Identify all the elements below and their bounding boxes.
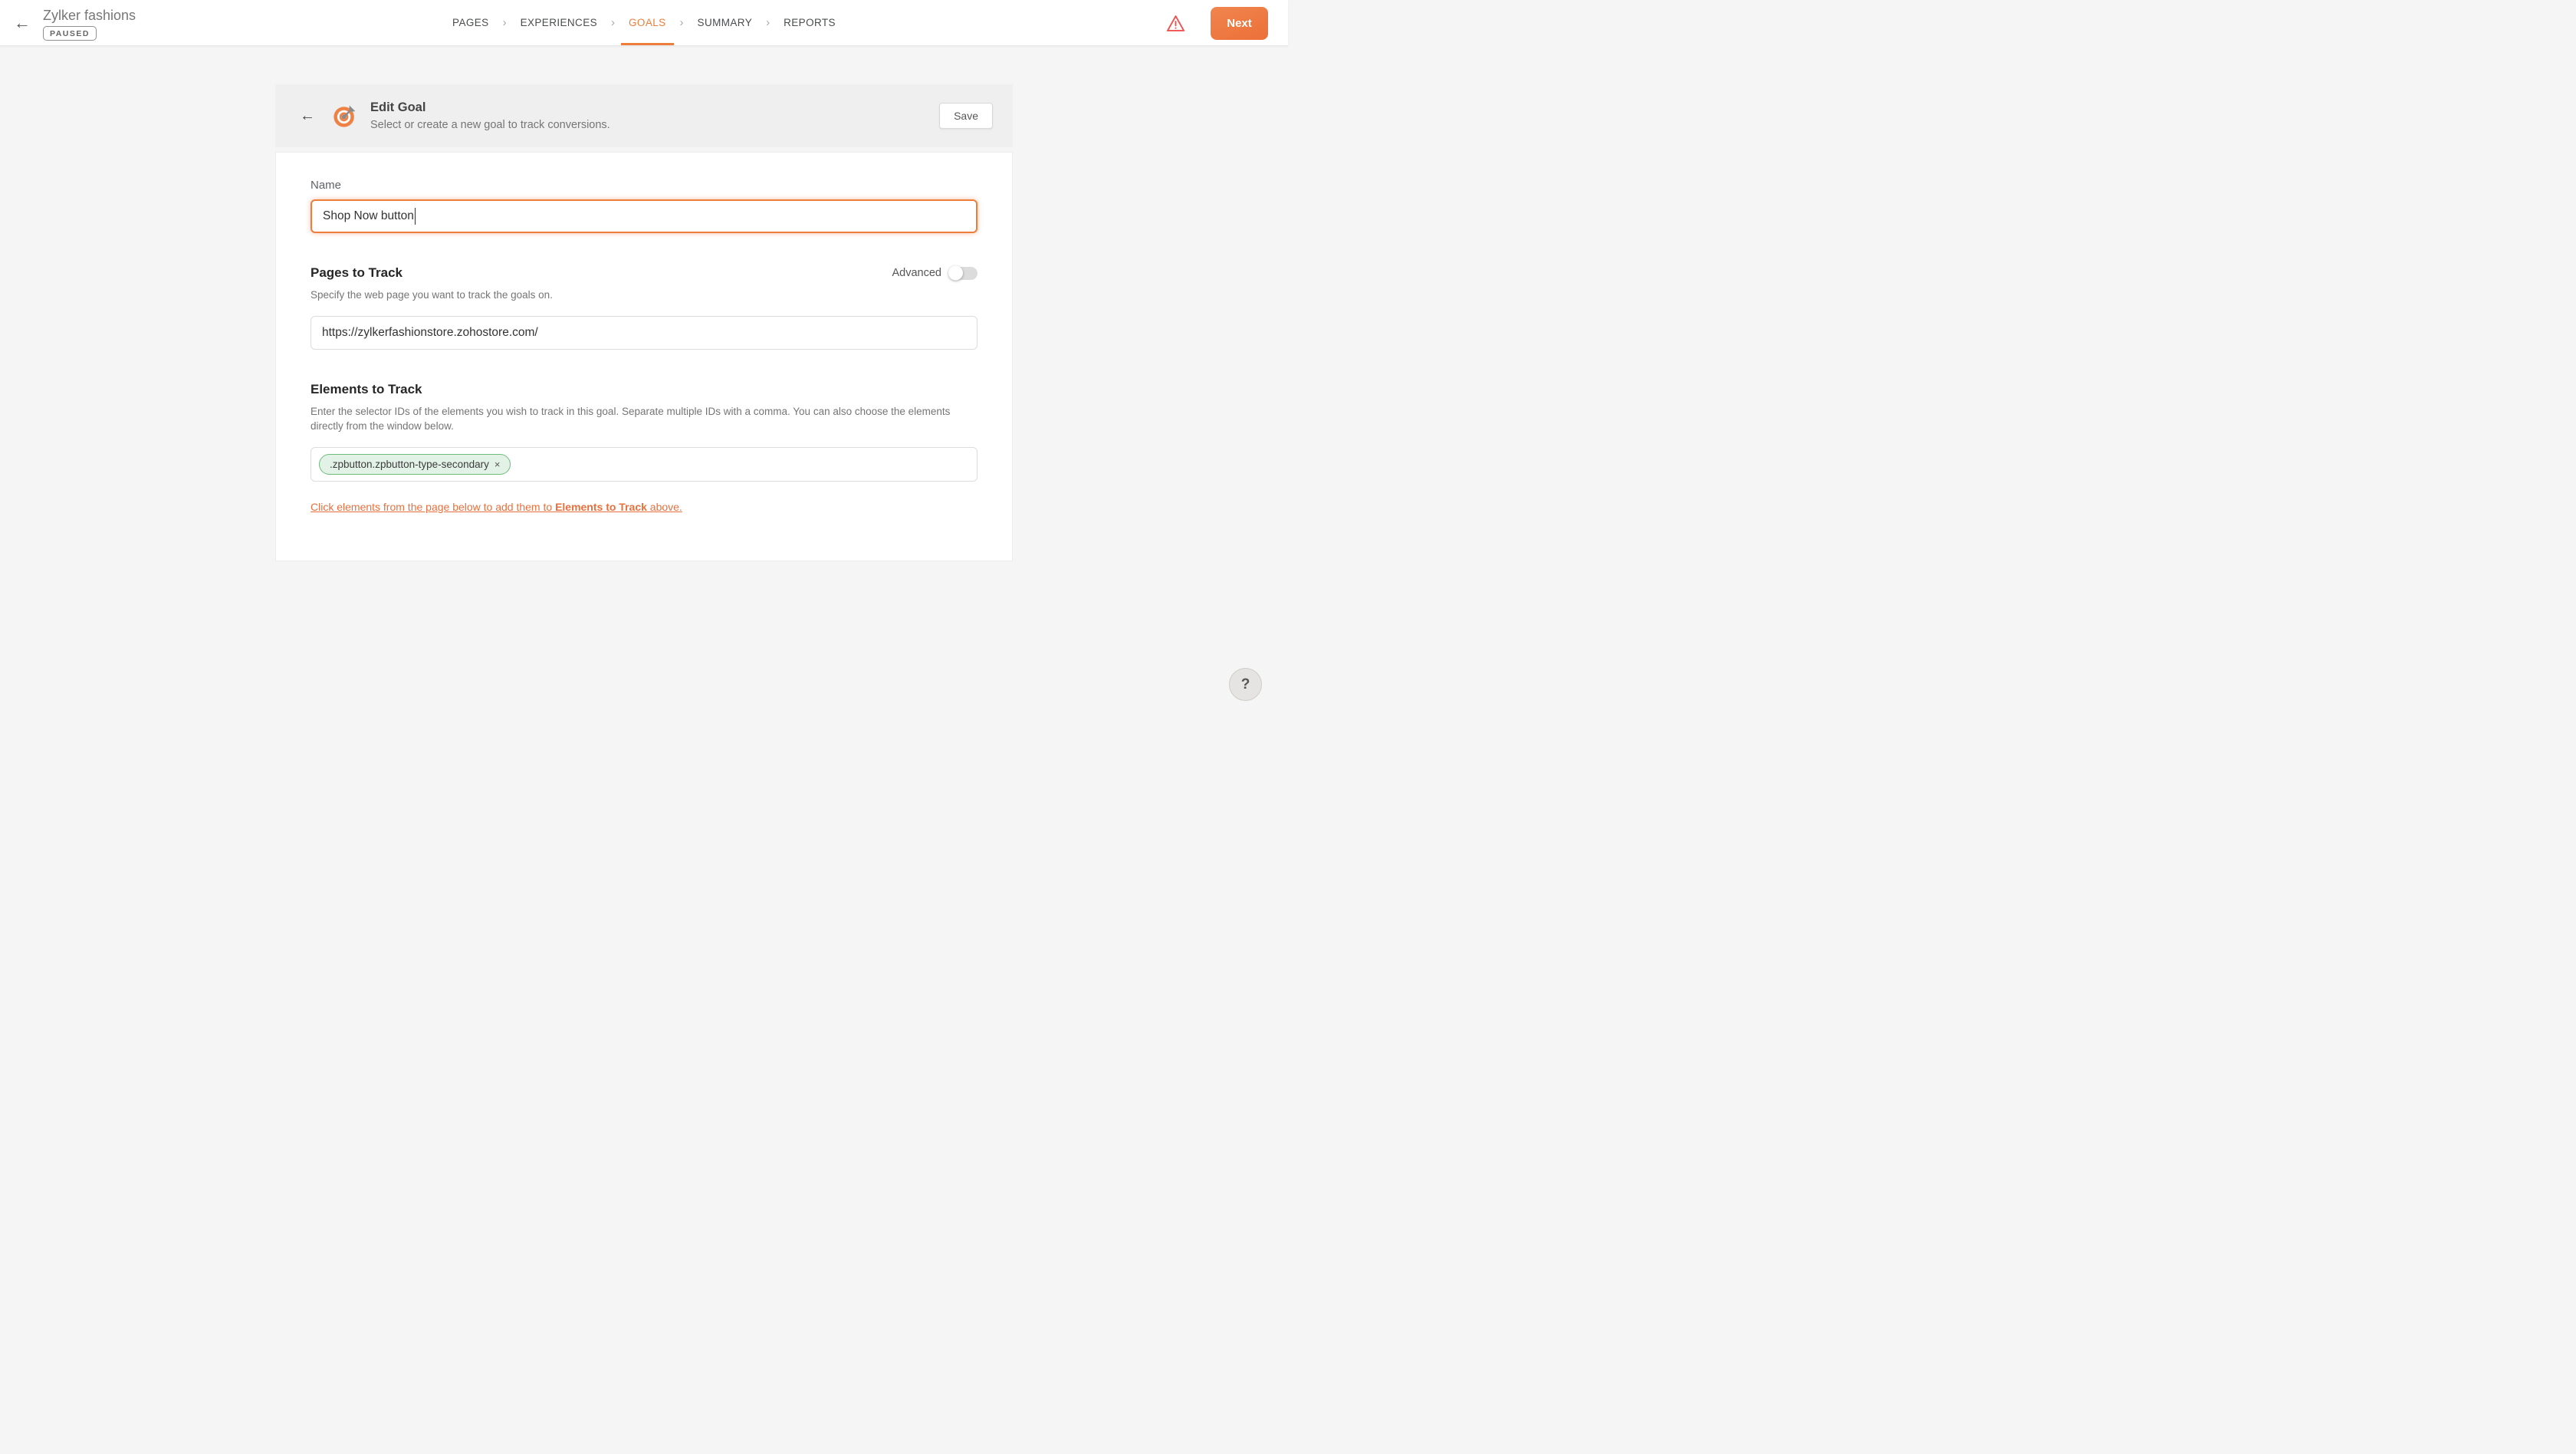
name-field-label: Name <box>310 179 342 192</box>
save-button[interactable]: Save <box>939 103 993 129</box>
header-left-group <box>12 0 136 46</box>
page-url-input[interactable] <box>310 316 978 350</box>
click-elements-hint-link[interactable] <box>310 501 682 513</box>
card-title-block <box>370 100 610 131</box>
card-title: Edit Goal <box>370 100 426 114</box>
advanced-toggle[interactable] <box>949 267 978 280</box>
text-caret <box>415 208 416 225</box>
back-button[interactable]: ← <box>14 13 31 32</box>
app-header <box>0 0 1288 46</box>
advanced-label: Advanced <box>892 267 941 279</box>
element-selector-input[interactable] <box>310 447 978 482</box>
goal-name-input[interactable] <box>310 199 978 233</box>
project-title-block <box>43 5 136 41</box>
goal-name-value: Shop Now button <box>323 209 414 222</box>
edit-goal-card-header <box>275 84 1013 147</box>
help-button[interactable]: ? <box>1229 668 1262 701</box>
chevron-separator-icon: › <box>679 16 684 29</box>
card-back-button[interactable]: ← <box>300 107 315 124</box>
card-subtitle: Select or create a new goal to track conversions. <box>370 119 610 131</box>
selector-chip-label: .zpbutton.zpbutton-type-secondary <box>330 458 489 470</box>
elements-to-track-section <box>310 382 978 515</box>
elements-to-track-description: Enter the selector IDs of the elements you wish to track in this goal. Separate multiple IDs with a comma. You can also choose the elements directly from the window below. <box>310 405 951 433</box>
elements-to-track-heading: Elements to Track <box>310 381 422 396</box>
target-icon <box>332 103 358 129</box>
toggle-knob <box>948 266 963 281</box>
selector-chip <box>319 454 511 475</box>
chevron-separator-icon: › <box>766 16 770 29</box>
nav-item-pages[interactable]: PAGES <box>452 17 489 28</box>
chevron-separator-icon: › <box>611 16 616 29</box>
nav-item-goals[interactable]: GOALS <box>629 0 666 45</box>
warning-icon[interactable] <box>1165 13 1186 34</box>
header-right-group <box>1165 0 1268 46</box>
edit-goal-card-body <box>275 152 1013 561</box>
hint-suffix: above. <box>646 500 682 513</box>
hint-bold: Elements to Track <box>555 500 647 513</box>
pages-to-track-description: Specify the web page you want to track the goals on. <box>310 289 553 301</box>
nav-item-reports[interactable]: REPORTS <box>784 17 836 28</box>
nav-item-experiences[interactable]: EXPERIENCES <box>520 17 598 28</box>
status-badge: PAUSED <box>43 26 97 41</box>
project-title: Zylker fashions <box>43 7 136 23</box>
advanced-control <box>892 267 978 280</box>
step-breadcrumb <box>452 0 836 45</box>
chip-remove-icon[interactable]: × <box>494 458 501 470</box>
pages-to-track-section <box>310 265 978 350</box>
chevron-separator-icon: › <box>502 16 507 29</box>
nav-item-summary[interactable]: SUMMARY <box>697 17 753 28</box>
pages-to-track-heading: Pages to Track <box>310 265 403 280</box>
edit-goal-card <box>275 84 1013 561</box>
name-field-group <box>310 179 978 233</box>
next-button[interactable]: Next <box>1211 7 1268 40</box>
hint-prefix: Click elements from the page below to add them to <box>310 500 556 513</box>
page-url-value: https://zylkerfashionstore.zohostore.com/ <box>322 325 538 339</box>
